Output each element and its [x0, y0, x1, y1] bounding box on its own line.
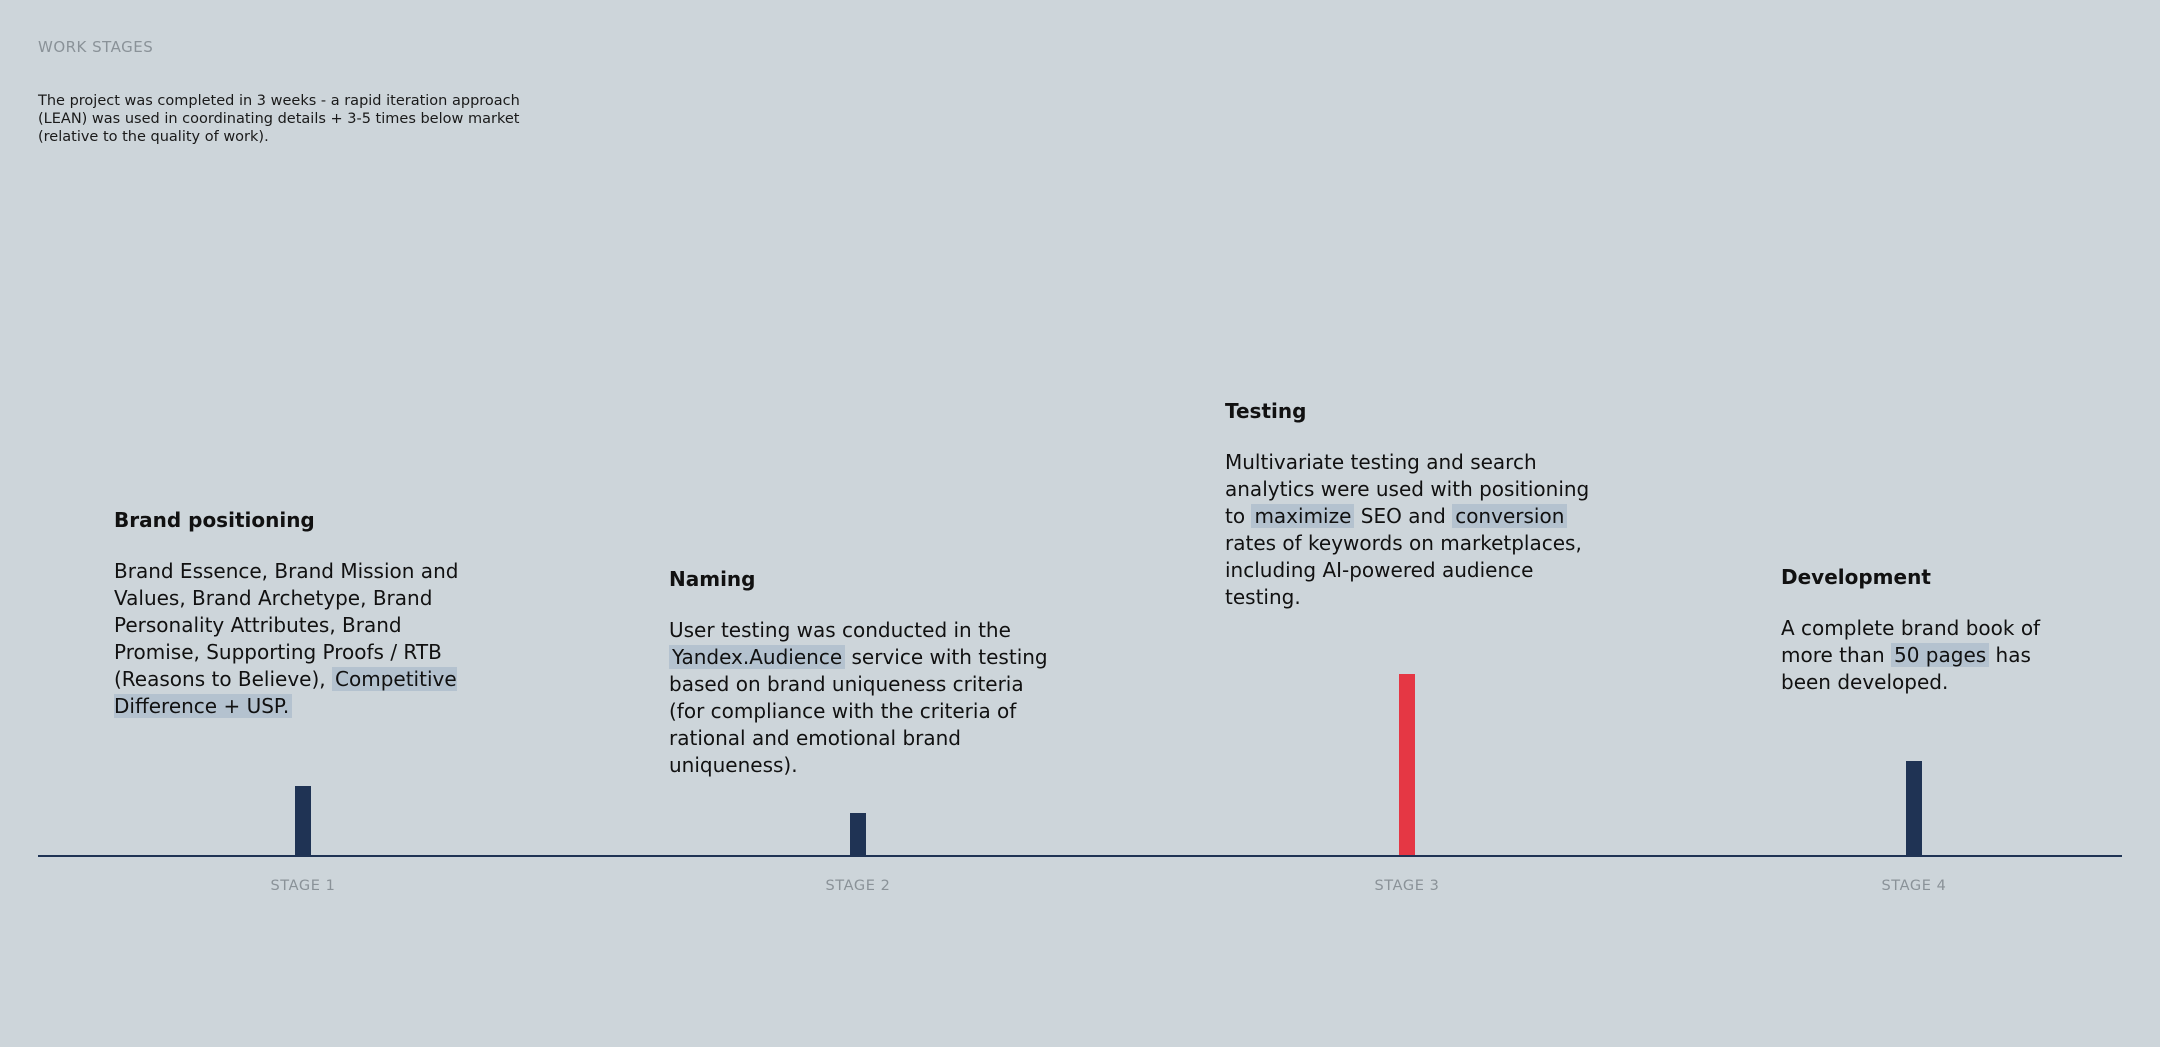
stage-4-body-text: A complete brand book of more than [1781, 616, 2041, 667]
stage-3-title: Testing [1225, 399, 1307, 423]
stage-4-highlight: 50 pages [1891, 643, 1989, 667]
stage-2-title: Naming [669, 567, 756, 591]
stage-1-highlight: Competitive Difference + USP. [114, 667, 457, 718]
intro-line: (relative to the quality of work). [38, 129, 269, 145]
stage-2-bar [850, 813, 866, 855]
stage-3-body-text-2: SEO and [1360, 504, 1446, 528]
stage-2-body [669, 617, 1049, 779]
stage-3-body-text-3: rates of keywords on marketplaces, including AI-powered audience testing. [1225, 531, 1582, 609]
intro-line: (LEAN) was used in coordinating details + 3-5 times below market [38, 111, 520, 127]
stage-4-body [1781, 615, 2041, 696]
stage-2-body-text: User testing was conducted in the [669, 618, 1011, 642]
stage-4-label: STAGE 4 [1881, 878, 1947, 894]
stage-4-text [1781, 565, 2041, 696]
intro-line: The project was completed in 3 weeks - a rapid iteration approach [38, 93, 520, 109]
stage-1-text [114, 508, 479, 720]
stage-3-text [1225, 399, 1610, 611]
stage-2-highlight: Yandex.Audience [669, 645, 845, 669]
stage-2-text [669, 567, 1049, 779]
stage-1-label: STAGE 1 [270, 878, 336, 894]
stage-3-label: STAGE 3 [1374, 878, 1440, 894]
stage-1-body-text: Brand Essence, Brand Mission and Values, Brand Archetype, Brand Personality Attributes, Brand Promise, Supporting Proofs / RTB (Reasons to Believe), [114, 559, 459, 691]
stage-2-label: STAGE 2 [825, 878, 891, 894]
stage-1-bar [295, 786, 311, 855]
stage-1-title: Brand positioning [114, 508, 315, 532]
section-label: WORK STAGES [38, 38, 154, 56]
intro-text [38, 92, 538, 146]
stage-4-body-text-2: has been developed. [1781, 643, 2031, 694]
stage-3-highlight-1: maximize [1251, 504, 1354, 528]
stage-1-body [114, 558, 479, 720]
stage-4-title: Development [1781, 565, 1931, 589]
stage-3-body [1225, 449, 1610, 611]
stage-3-body-text: Multivariate testing and search analytics were used with positioning to [1225, 450, 1590, 528]
stage-3-highlight-2: conversion [1452, 504, 1567, 528]
stage-4-bar [1906, 761, 1922, 855]
timeline-axis [38, 855, 2122, 857]
stage-2-body-text-2: service with testing based on brand uniqueness criteria (for compliance with the criteria of rational and emotional brand uniqueness). [669, 645, 1048, 777]
stage-3-bar [1399, 674, 1415, 855]
